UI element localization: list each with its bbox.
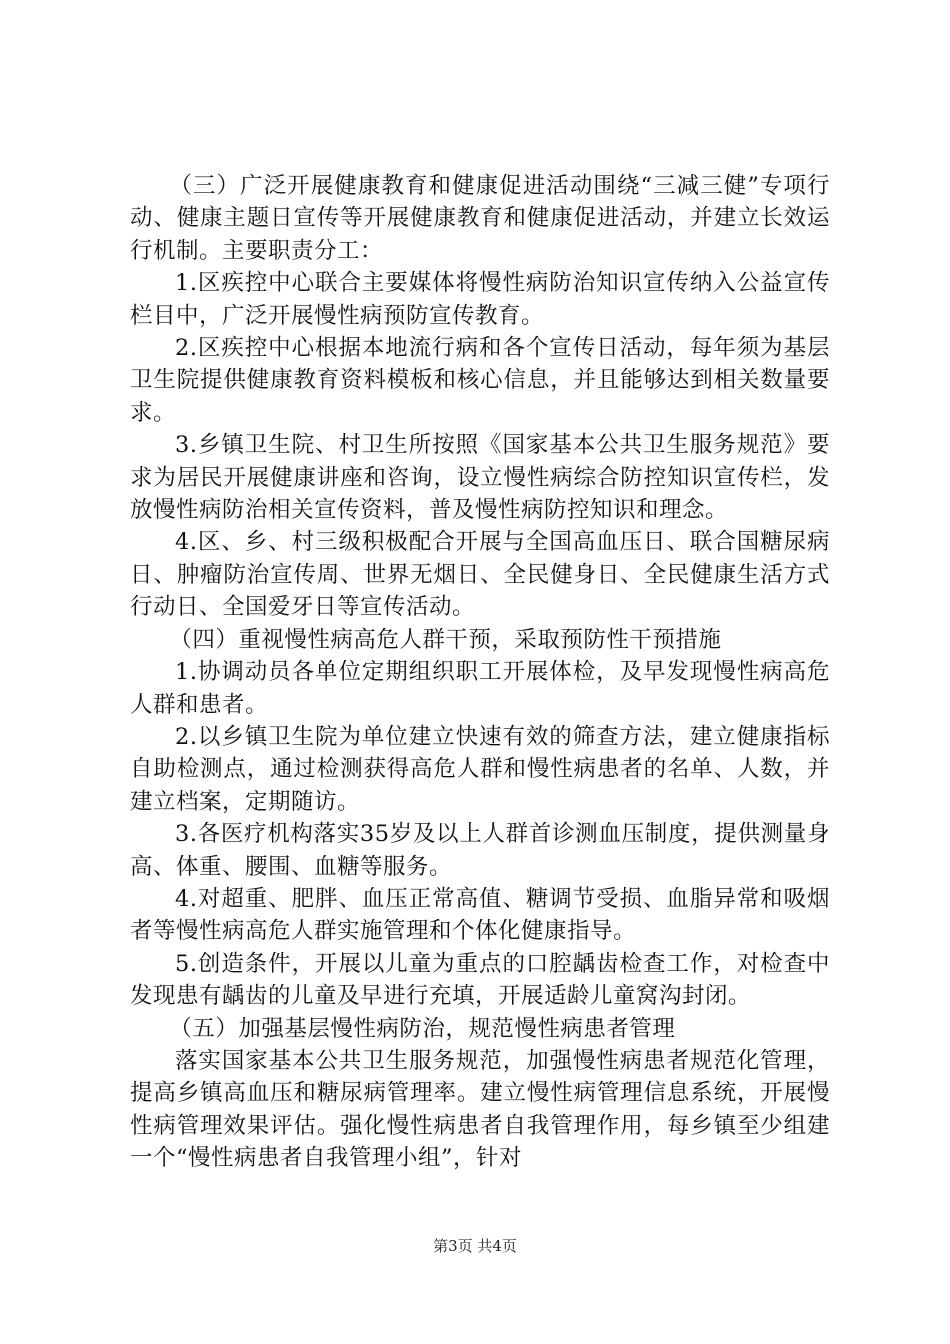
paragraph-item: 2.以乡镇卫生院为单位建立快速有效的筛查方法，建立健康指标自助检测点，通过检测获得高危人群和慢性病患者的名单、人数，并建立档案，定期随访。 [130, 723, 830, 815]
paragraph-item: 1.区疾控中心联合主要媒体将慢性病防治知识宣传纳入公益宣传栏目中，广泛开展慢性病预防宣传教育。 [130, 270, 830, 329]
paragraph-item: 5.创造条件，开展以儿童为重点的口腔龋齿检查工作，对检查中发现患有龋齿的儿童及早进行充填，开展适龄儿童窝沟封闭。 [130, 950, 830, 1010]
page-footer: 第3页 共4页 [433, 1237, 517, 1255]
section-heading-5: （五）加强基层慢性病防治，规范慢性病患者管理 [169, 1015, 676, 1042]
paragraph-item: 落实国家基本公共卫生服务规范，加强慢性病患者规范化管理，提高乡镇高血压和糖尿病管理率。建立慢性病管理信息系统，开展慢性病管理效果评估。强化慢性病患者自我管理作用，每乡镇至少组建一个“慢性病患者自我管理小组”，针对 [130, 1047, 830, 1172]
document-body [130, 170, 830, 1175]
paragraph-item: 4.区、乡、村三级积极配合开展与全国高血压日、联合国糖尿病日、肿瘤防治宣传周、世界无烟日、全民健身日、全民健康生活方式行动日、全国爱牙日等宣传活动。 [130, 529, 830, 621]
paragraph-item: 1.协调动员各单位定期组织职工开展体检，及早发现慢性病高危人群和患者。 [130, 659, 830, 718]
paragraph-item: 3.各医疗机构落实35岁及以上人群首诊测血压制度，提供测量身高、体重、腰围、血糖等服务。 [130, 821, 830, 880]
section-heading-3: （三）广泛开展健康教育和健康促进活动围绕“三减三健”专项行动、健康主题日宣传等开展健康教育和健康促进活动，并建立长效运行机制。主要职责分工： [130, 173, 830, 264]
section-heading-4: （四）重视慢性病高危人群干预，采取预防性干预措施 [169, 626, 722, 653]
paragraph-item: 3.乡镇卫生院、村卫生所按照《国家基本公共卫生服务规范》要求为居民开展健康讲座和咨询，设立慢性病综合防控知识宣传栏，发放慢性病防治相关宣传资料，普及慢性病防控知识和理念。 [130, 432, 830, 524]
paragraph-item: 2.区疾控中心根据本地流行病和各个宣传日活动，每年须为基层卫生院提供健康教育资料模板和核心信息，并且能够达到相关数量要求。 [130, 335, 830, 426]
paragraph-item: 4.对超重、肥胖、血压正常高值、糖调节受损、血脂异常和吸烟者等慢性病高危人群实施管理和个体化健康指导。 [130, 885, 830, 945]
